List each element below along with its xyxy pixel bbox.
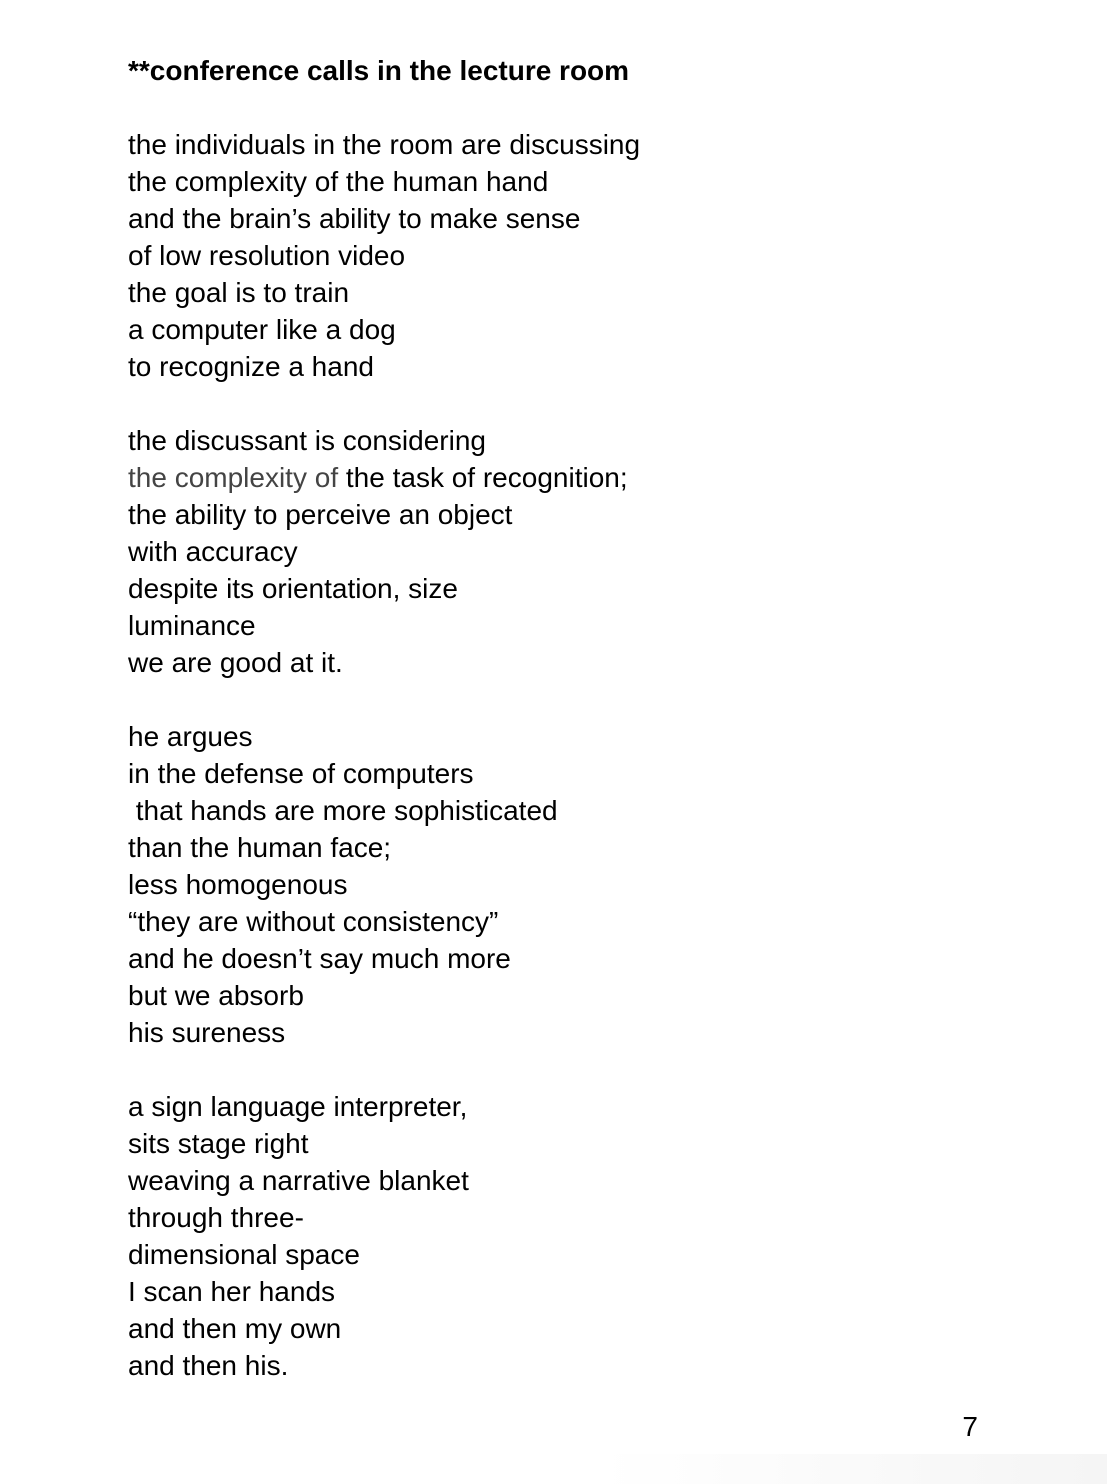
poem-line-remainder: the task of recognition; [338,462,628,493]
stanza-3 [128,718,1028,1051]
poem-line: he argues [128,721,253,752]
poem-line: despite its orientation, size [128,573,458,604]
poem-line: in the defense of computers [128,758,474,789]
poem-line: and then my own [128,1313,342,1344]
page-edge-shadow [600,1454,1107,1484]
poem-line: that hands are more sophisticated [128,795,558,826]
stanza-1 [128,126,1028,385]
poem-line: to recognize a hand [128,351,374,382]
poem-line: a sign language interpreter, [128,1091,468,1122]
poem [128,52,1028,1384]
poem-line: than the human face; [128,832,392,863]
poem-line: and the brain’s ability to make sense [128,203,581,234]
poem-line: I scan her hands [128,1276,336,1307]
poem-line: and then his. [128,1350,289,1381]
poem-line: the discussant is considering [128,425,486,456]
poem-line: but we absorb [128,980,304,1011]
page-number: 7 [962,1411,978,1442]
poem-line: the ability to perceive an object [128,499,513,530]
poem-line: and he doesn’t say much more [128,943,511,974]
poem-line: the complexity of the human hand [128,166,549,197]
poem-line-mixed [128,459,1028,496]
poem-line: sits stage right [128,1128,309,1159]
poem-line: we are good at it. [128,647,343,678]
poem-line: with accuracy [128,536,298,567]
poem-line: the individuals in the room are discussing [128,129,641,160]
poem-line: dimensional space [128,1239,360,1270]
poem-line: weaving a narrative blanket [128,1165,469,1196]
stanza-2 [128,422,1028,681]
poem-line: less homogenous [128,869,348,900]
poem-line: “they are without consistency” [128,906,499,937]
poem-line: through three- [128,1202,304,1233]
poem-line: his sureness [128,1017,286,1048]
poem-title: **conference calls in the lecture room [128,55,630,86]
poem-line: luminance [128,610,256,641]
poem-line: a computer like a dog [128,314,396,345]
poem-line: of low resolution video [128,240,406,271]
stanza-4 [128,1088,1028,1384]
poem-line: the goal is to train [128,277,350,308]
grey-text-fragment: the complexity of [128,462,339,493]
